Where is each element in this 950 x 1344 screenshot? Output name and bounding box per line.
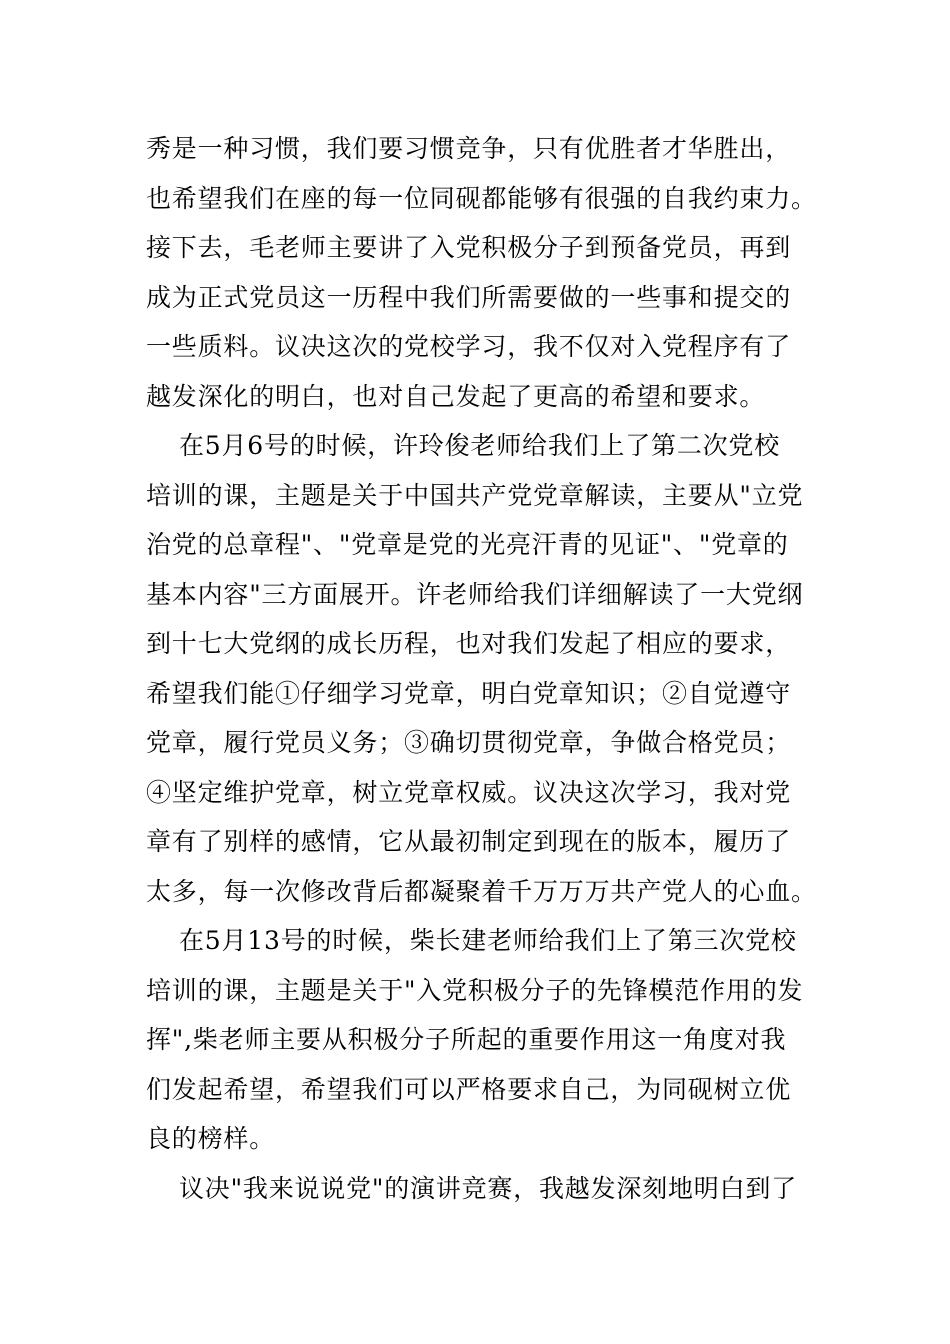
text-line: 章有了别样的感情，它从最初制定到现在的版本，履历了 <box>146 827 792 856</box>
text-line: 越发深化的明白，也对自己发起了更高的希望和要求。 <box>146 381 766 411</box>
text-line: 成为正式党员这一历程中我们所需要做的一些事和提交的 <box>146 282 792 312</box>
text-line: 培训的课，主题是关于"入党积极分子的先锋模范作用的发 <box>146 975 804 1005</box>
text-line: 也希望我们在座的每一位同砚都能够有很强的自我约束力。 <box>146 183 817 213</box>
text-line: 基本内容"三方面展开。许老师给我们详细解读了一大党纲 <box>146 579 804 609</box>
text-line: 们发起希望，希望我们可以严格要求自己，为同砚树立优 <box>146 1074 792 1104</box>
text-line: 到十七大党纲的成长历程，也对我们发起了相应的要求， <box>146 629 792 658</box>
text-line: 培训的课，主题是关于中国共产党党章解读，主要从"立党 <box>146 480 804 510</box>
text-line: 一些质料。议决这次的党校学习，我不仅对入党程序有了 <box>146 332 792 361</box>
text-line: 治党的总章程"、"党章是党的光亮汗青的见证"、"党章的 <box>146 530 789 559</box>
document-body <box>146 124 817 1213</box>
text-line: 接下去，毛老师主要讲了入党积极分子到预备党员，再到 <box>146 233 792 262</box>
paragraph-start-line: 议决"我来说说党"的演讲竞赛，我越发深刻地明白到了 <box>179 1173 797 1203</box>
paragraph-start-line: 在5月13号的时候，柴长建老师给我们上了第三次党校 <box>179 926 797 955</box>
text-line: 太多，每一次修改背后都凝聚着千万万万共产党人的心血。 <box>146 876 817 906</box>
text-line: 良的榜样。 <box>146 1124 276 1153</box>
text-line: ④坚定维护党章，树立党章权威。议决这次学习，我对党 <box>146 777 792 807</box>
text-line: 挥",柴老师主要从积极分子所起的重要作用这一角度对我 <box>146 1025 787 1054</box>
paragraph-start-line: 在5月6号的时候，许玲俊老师给我们上了第二次党校 <box>179 431 781 460</box>
text-line: 秀是一种习惯，我们要习惯竞争，只有优胜者才华胜出， <box>146 134 792 163</box>
text-line: 党章，履行党员义务；③确切贯彻党章，争做合格党员； <box>146 728 792 757</box>
text-line: 希望我们能①仔细学习党章，明白党章知识；②自觉遵守 <box>146 678 792 708</box>
